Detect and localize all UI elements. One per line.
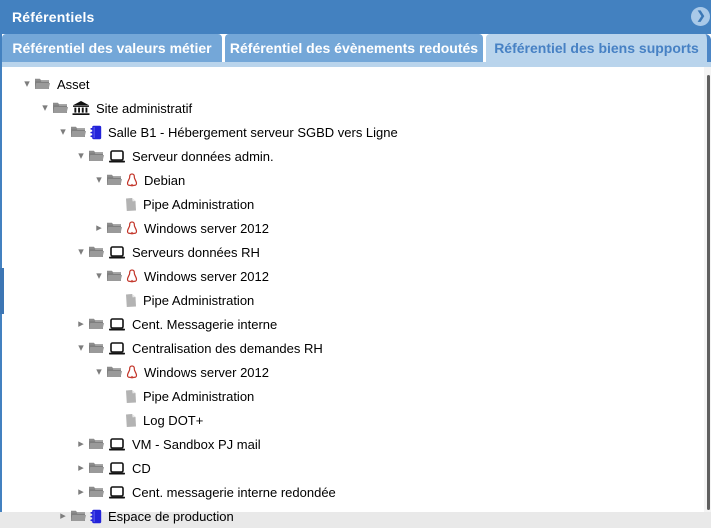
tab-label: Référentiel des biens supports bbox=[494, 40, 699, 56]
tree-item-label[interactable]: Log DOT+ bbox=[143, 412, 204, 428]
tab-label: Référentiel des valeurs métier bbox=[12, 40, 212, 56]
expander-collapsed-icon[interactable]: ▸ bbox=[60, 510, 66, 522]
left-resize-handle[interactable] bbox=[0, 268, 4, 314]
tab-bar bbox=[0, 34, 711, 62]
folder-icon bbox=[88, 149, 105, 163]
expander-expanded-icon[interactable]: ▾ bbox=[96, 270, 102, 282]
tree-item-label[interactable]: Serveurs données RH bbox=[132, 244, 260, 260]
room-icon bbox=[90, 509, 102, 524]
tree-item-label[interactable]: Salle B1 - Hébergement serveur SGBD vers Ligne bbox=[108, 124, 398, 140]
tab-valeurs-metier[interactable] bbox=[2, 34, 222, 62]
laptop-icon bbox=[108, 246, 126, 259]
tree-row[interactable] bbox=[2, 456, 704, 480]
bank-icon bbox=[72, 101, 90, 116]
tree-row[interactable] bbox=[2, 168, 704, 192]
folder-icon bbox=[88, 461, 105, 475]
linux-icon bbox=[126, 173, 138, 187]
folder-icon bbox=[106, 221, 123, 235]
tree-row[interactable] bbox=[2, 144, 704, 168]
tree-row[interactable] bbox=[2, 120, 704, 144]
tree-row[interactable] bbox=[2, 192, 704, 216]
chevron-right-icon: ❯ bbox=[696, 10, 706, 22]
folder-icon bbox=[88, 485, 105, 499]
tree-item-label[interactable]: Pipe Administration bbox=[143, 388, 255, 404]
tree-item-label[interactable]: Centralisation des demandes RH bbox=[132, 340, 323, 356]
expander-expanded-icon[interactable]: ▾ bbox=[24, 78, 30, 90]
file-icon bbox=[124, 413, 137, 428]
file-icon bbox=[124, 197, 137, 212]
expander-expanded-icon[interactable]: ▾ bbox=[78, 246, 84, 258]
tab-biens-supports[interactable] bbox=[486, 34, 711, 62]
tree-item-label[interactable]: Windows server 2012 bbox=[144, 364, 269, 380]
tree-item-label[interactable]: Asset bbox=[57, 76, 90, 92]
tree-item-label[interactable]: VM - Sandbox PJ mail bbox=[132, 436, 261, 452]
linux-icon bbox=[126, 221, 138, 235]
laptop-icon bbox=[108, 486, 126, 499]
tree-row[interactable] bbox=[2, 240, 704, 264]
linux-icon bbox=[126, 269, 138, 283]
tree-row[interactable] bbox=[2, 96, 704, 120]
folder-icon bbox=[106, 269, 123, 283]
panel-header bbox=[0, 0, 711, 34]
tree-item-label[interactable]: Pipe Administration bbox=[143, 292, 255, 308]
folder-icon bbox=[88, 341, 105, 355]
expander-expanded-icon[interactable]: ▾ bbox=[42, 102, 48, 114]
folder-icon bbox=[52, 101, 69, 115]
expander-expanded-icon[interactable]: ▾ bbox=[78, 342, 84, 354]
folder-icon bbox=[88, 245, 105, 259]
collapse-panel-button[interactable] bbox=[691, 7, 710, 26]
expander-collapsed-icon[interactable]: ▸ bbox=[78, 318, 84, 330]
laptop-icon bbox=[108, 438, 126, 451]
laptop-icon bbox=[108, 462, 126, 475]
folder-icon bbox=[34, 77, 51, 91]
folder-icon bbox=[106, 365, 123, 379]
asset-tree bbox=[2, 67, 704, 524]
laptop-icon bbox=[108, 342, 126, 355]
folder-icon bbox=[70, 125, 87, 139]
tab-evenements-redoutes[interactable] bbox=[225, 34, 483, 62]
tree-item-label[interactable]: Pipe Administration bbox=[143, 196, 255, 212]
tree-row[interactable] bbox=[2, 264, 704, 288]
panel-title: Référentiels bbox=[12, 9, 95, 25]
tree-item-label[interactable]: Cent. Messagerie interne bbox=[132, 316, 278, 332]
expander-collapsed-icon[interactable]: ▸ bbox=[78, 486, 84, 498]
tree-item-label[interactable]: Windows server 2012 bbox=[144, 220, 269, 236]
tree-row[interactable] bbox=[2, 216, 704, 240]
tree-row[interactable] bbox=[2, 480, 704, 504]
tree-row[interactable] bbox=[2, 384, 704, 408]
tree-row[interactable] bbox=[2, 288, 704, 312]
tree-item-label[interactable]: Windows server 2012 bbox=[144, 268, 269, 284]
laptop-icon bbox=[108, 318, 126, 331]
tree-item-label[interactable]: Debian bbox=[144, 172, 186, 188]
expander-expanded-icon[interactable]: ▾ bbox=[78, 150, 84, 162]
tree-item-label[interactable]: Serveur données admin. bbox=[132, 148, 274, 164]
tree-row[interactable] bbox=[2, 360, 704, 384]
tree-row[interactable] bbox=[2, 408, 704, 432]
expander-collapsed-icon[interactable]: ▸ bbox=[78, 462, 84, 474]
scrollbar-thumb[interactable] bbox=[707, 75, 710, 510]
tree-item-label[interactable]: Cent. messagerie interne redondée bbox=[132, 484, 336, 500]
file-icon bbox=[124, 293, 137, 308]
laptop-icon bbox=[108, 150, 126, 163]
room-icon bbox=[90, 125, 102, 140]
folder-icon bbox=[70, 509, 87, 523]
tree-row[interactable] bbox=[2, 312, 704, 336]
tree-item-label[interactable]: CD bbox=[132, 460, 151, 476]
tree-item-label[interactable]: Espace de production bbox=[108, 508, 234, 524]
tree-row[interactable] bbox=[2, 72, 704, 96]
tab-label: Référentiel des évènements redoutés bbox=[229, 40, 479, 56]
folder-icon bbox=[88, 437, 105, 451]
vertical-scrollbar[interactable] bbox=[704, 67, 711, 512]
file-icon bbox=[124, 389, 137, 404]
expander-expanded-icon[interactable]: ▾ bbox=[60, 126, 66, 138]
tree-row[interactable] bbox=[2, 504, 704, 528]
tree-row[interactable] bbox=[2, 432, 704, 456]
expander-expanded-icon[interactable]: ▾ bbox=[96, 174, 102, 186]
expander-collapsed-icon[interactable]: ▸ bbox=[78, 438, 84, 450]
tree-item-label[interactable]: Site administratif bbox=[96, 100, 193, 116]
folder-icon bbox=[106, 173, 123, 187]
tree-row[interactable] bbox=[2, 336, 704, 360]
folder-icon bbox=[88, 317, 105, 331]
expander-collapsed-icon[interactable]: ▸ bbox=[96, 222, 102, 234]
expander-expanded-icon[interactable]: ▾ bbox=[96, 366, 102, 378]
linux-icon bbox=[126, 365, 138, 379]
